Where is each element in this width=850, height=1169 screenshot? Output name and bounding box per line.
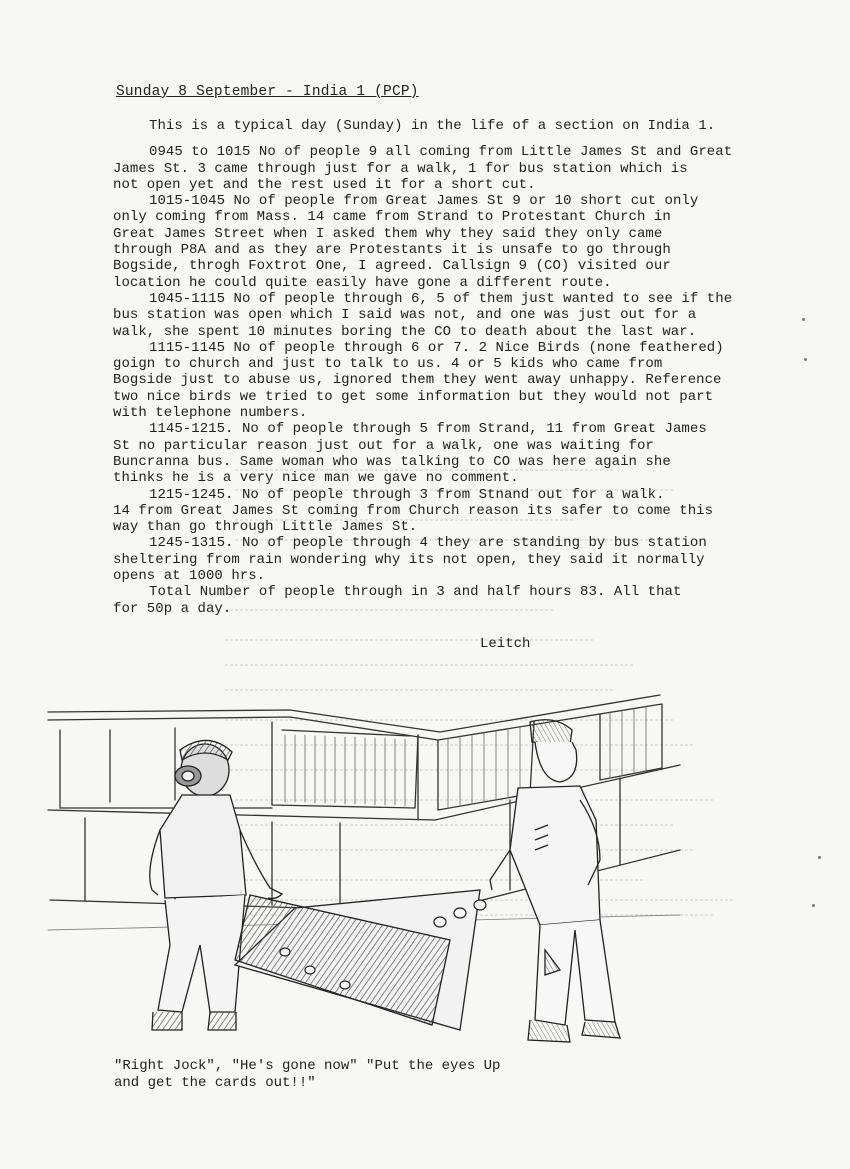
report-paragraph-0945: 0945 to 1015 No of people 9 all coming from Little James St and Great James St. 3 came through just for a walk, 1 for bus station which is not open yet and the rest used it for a short cut. (113, 144, 733, 193)
card-table-board (235, 890, 486, 1030)
page-speck (802, 318, 805, 321)
report-paragraph-1045: 1045-1115 No of people through 6, 5 of them just wanted to see if the bus station was open which I said was not, and one was just out for a walk, she spent 10 minutes boring the CO to death about the last war. (113, 290, 733, 340)
report-paragraph-intro: This is a typical day (Sunday) in the life of a section on India 1. (149, 118, 716, 134)
report-paragraph-1215: 1215-1245. No of people through 3 from Stnand out for a walk. 14 from Great James St coming from Church reason its safer to come this way than go through Little James St. (113, 486, 714, 536)
report-paragraph-1245: 1245-1315. No of people through 4 they are standing by bus station sheltering from rain wondering why its not open, they said it normally opens at 1000 hrs. (113, 535, 707, 585)
report-paragraph-total: Total Number of people through in 3 and half hours 83. All that for 50p a day. (113, 584, 682, 617)
report-paragraph-1015: 1015-1045 No of people from Great James St 9 or 10 short cut only only coming from Mass. 14 came from Strand to Protestant Church in Great James Street when I asked them why they said they only came through P8A and as they are Protestants it is unsafe to go through Bogside, throgh Foxtrot One, I agreed. Callsign 9 (CO) visited our location he could quite easily have gone a different route. (113, 193, 699, 291)
page-title: Sunday 8 September - India 1 (PCP) (116, 84, 419, 100)
left-soldier-figure (150, 740, 282, 1030)
report-paragraph-1115: 1115-1145 No of people through 6 or 7. 2 Nice Birds (none feathered) goign to church and just to talk to us. 4 or 5 kids who came from Bogside just to abuse us, ignored them they went away unhappy. Reference two nice birds we tried to get some information but they would not part with telephone numbers. (113, 339, 724, 422)
report-body (113, 118, 738, 617)
page-speck (804, 358, 807, 361)
page-speck (812, 904, 815, 907)
author-signature: Leitch (480, 636, 531, 652)
cartoon-illustration (40, 690, 690, 1055)
report-paragraph-1145: 1145-1215. No of people through 5 from Strand, 11 from Great James St no particular reason just out for a walk, one was waiting for Buncranna bus. Same woman who was talking to CO was here again she thinks he is a very nice man we gave no comment. (113, 421, 707, 487)
cartoon-caption: "Right Jock", "He's gone now" "Put the eyes Up and get the cards out!!" (114, 1058, 501, 1091)
page-speck (818, 856, 821, 859)
